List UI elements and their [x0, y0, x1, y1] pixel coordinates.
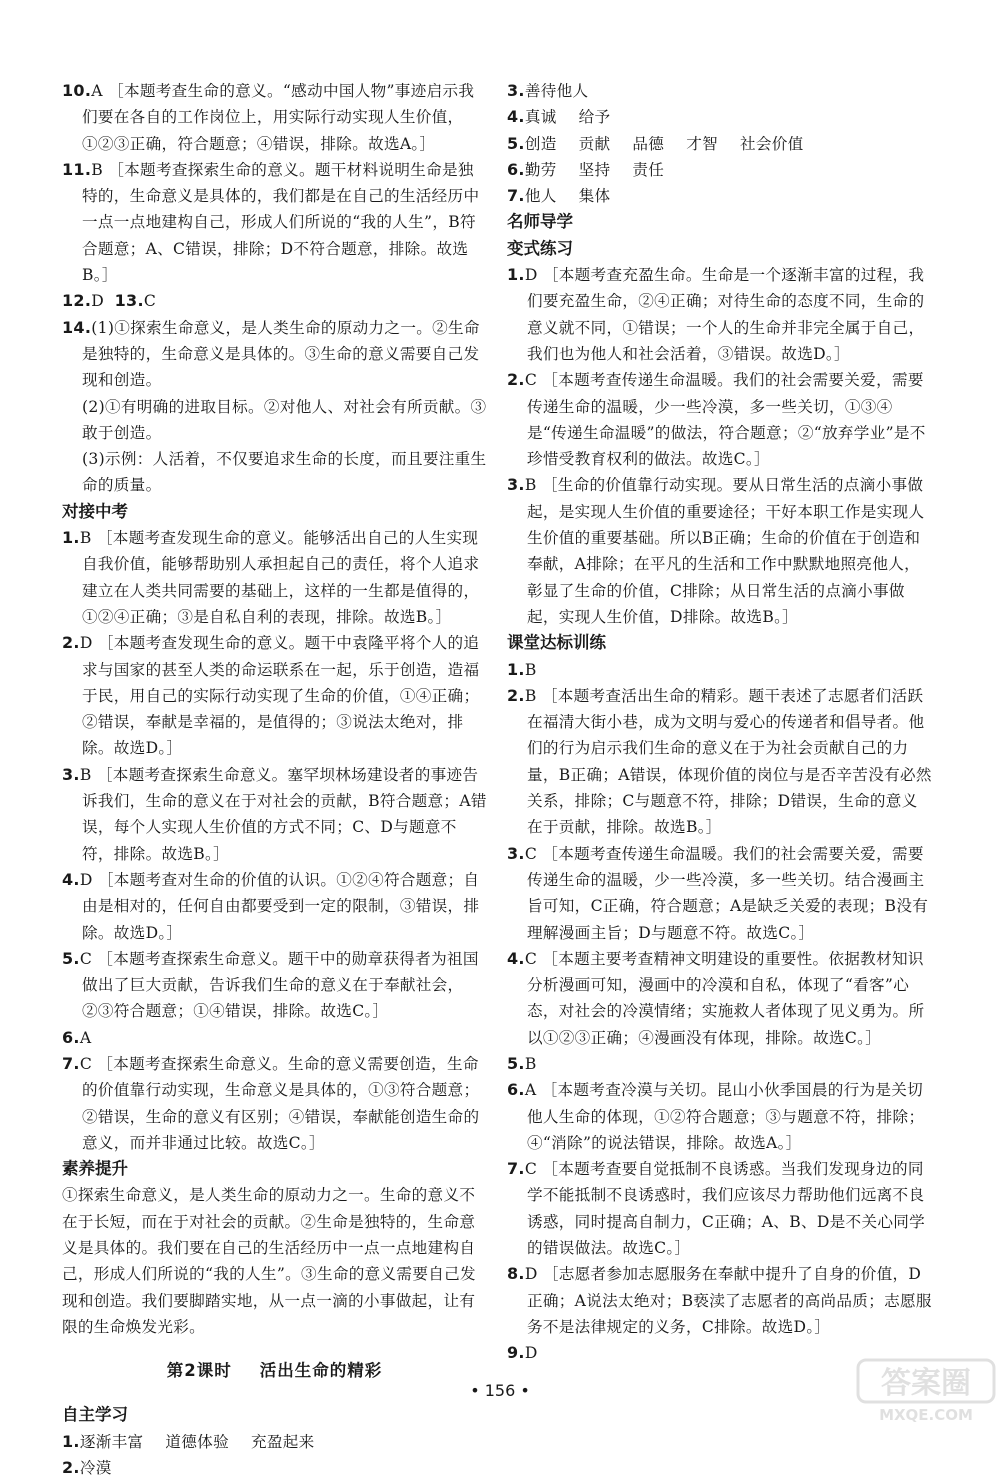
watermark-logo — [856, 1356, 996, 1424]
svg-text:MXQE.COM: MXQE.COM — [879, 1406, 973, 1424]
answer-item: 7.他人 集体 — [507, 186, 611, 206]
lesson-title: 第2课时 活出生命的精彩 — [166, 1361, 383, 1381]
answer-item: 1.逐渐丰富 道德体验 充盈起来 — [62, 1431, 315, 1451]
answer-item: 4.C ［本题主要考查精神文明建设的重要性。依据教材知识分析漫画可知，漫画中的冷漠和自私，体现了“看客”心态，对社会的冷漠情绪；实施救人者体现了见义勇为。所以①②③正确；④漫画没有体现，排除。故选C。］ — [507, 948, 925, 1047]
answer-item: 10.A ［本题考查生命的意义。“感动中国人物”事迹启示我们要在各自的工作岗位上，用实际行动实现人生价值，①②③正确，符合题意；④错误，排除。故选A。］ — [62, 81, 475, 153]
left-column — [62, 78, 487, 1481]
answer-item: 3.B ［生命的价值靠行动实现。要从日常生活的点滴小事做起，是实现人生价值的重要途径；干好本职工作是实现人生价值的重要基础。所以B正确；生命的价值在于创造和奉献，A排除；在平凡的生活和工作中默默地照亮他人，彰显了生命的价值，C排除；从日常生活的点滴小事做起，实现人生价值，D排除。故选B。］ — [507, 475, 925, 626]
answer-item: 12.D 13.C — [62, 291, 157, 311]
answer-item: 1.D ［本题考查充盈生命。生命是一个逐渐丰富的过程，我们要充盈生命，②④正确；对待生命的态度不同，生命的意义就不同，①错误；一个人的生命并非完全属于自己，我们也为他人和社会活着，③错误。故选D。］ — [507, 265, 925, 363]
answer-item: 3.善待他人 — [507, 81, 589, 100]
answer-item: 14.(1)①探索生命意义，是人类生命的原动力之一。②生命是独特的，生命意义是具体的。③生命的意义需要自己发现和创造。 — [62, 317, 480, 390]
answer-subitem: (2)①有明确的进取目标。②对他人、对社会有所贡献。③敢于创造。 — [82, 397, 487, 442]
answer-item: 1.B ［本题考查发现生命的意义。能够活出自己的人生实现自我价值，能够帮助别人承担起自己的责任，将个人追求建立在人类共同需要的基础上，这样的一生都是值得的，①②④正确；③是自私自利的表现，排除。故选B。］ — [62, 528, 480, 626]
section-heading: 素养提升 — [62, 1159, 128, 1179]
answer-item: 1.B — [507, 659, 537, 679]
answer-item: 4.真诚 给予 — [507, 107, 611, 127]
answer-item: 6.勤劳 坚持 责任 — [507, 159, 665, 179]
answer-item: 9.D — [507, 1343, 538, 1363]
answer-item: 11.B ［本题考查探索生命的意义。题干材料说明生命是独特的，生命意义是具体的，我们都是在自己的生活经历中一点一点地建构自己，形成人们所说的“我的人生”，B符合题意；A、C错误，排除；D不符合题意，排除。故选B。］ — [62, 159, 480, 285]
answer-subitem: (3)示例：人活着，不仅要追求生命的长度，而且要注重生命的质量。 — [82, 450, 487, 495]
section-heading: 课堂达标训练 — [507, 633, 606, 653]
answer-item: 2.D ［本题考查发现生命的意义。题干中袁隆平将个人的追求与国家的甚至人类的命运联系在一起，乐于创造，造福于民，用自己的实际行动实现了生命的价值，①④正确；②错误，奉献是幸福的，是值得的；③说法太绝对，排除。故选D。］ — [62, 633, 480, 758]
section-subheading: 变式练习 — [507, 238, 573, 258]
answer-item: 3.C ［本题考查传递生命温暖。我们的社会需要关爱，需要传递生命的温暖，少一些冷漠，多一些关切。结合漫画主旨可知，C正确，符合题意；A是缺乏关爱的表现；B没有理解漫画主旨；D与题意不符。故选C。］ — [507, 843, 929, 942]
section-heading: 名师导学 — [507, 212, 573, 232]
answer-item: 3.B ［本题考查探索生命意义。塞罕坝林场建设者的事迹告诉我们，生命的意义在于对社会的贡献，B符合题意；A错误，每个人实现人生价值的方式不同；C、D与题意不符，排除。故选B。］ — [62, 764, 487, 863]
answer-item: 2.B ［本题考查活出生命的精彩。题干表述了志愿者们活跃在福清大街小巷，成为文明与爱心的传递者和倡导者。他们的行为启示我们生命的意义在于为社会贡献自己的力量，B正确；A错误，体现价值的岗位与是否辛苦没有必然关系，排除；C与题意不符，排除；D错误，生命的意义在于贡献，排除。故选B。］ — [507, 685, 932, 837]
answer-item: 5.C ［本题考查探索生命意义。题干中的勋章获得者为祖国做出了巨大贡献，告诉我们生命的意义在于奉献社会，②③符合题意；①④错误，排除。故选C。］ — [62, 948, 479, 1021]
answer-item: 2.C ［本题考查传递生命温暖。我们的社会需要关爱，需要传递生命的温暖，少一些冷漠，多一些关切，①③④是“传递生命温暖”的做法，符合题意；②“放弃学业”是不珍惜受教育权利的做法。故选C。］ — [507, 370, 926, 469]
answer-item: 7.C ［本题考查要自觉抵制不良诱惑。当我们发现身边的同学不能抵制不良诱惑时，我们应该尽力帮助他们远离不良诱惑，同时提高自制力，C正确；A、B、D是不关心同学的错误做法。故选C。］ — [507, 1159, 926, 1258]
svg-text:答案圈: 答案圈 — [881, 1366, 971, 1401]
answer-item: 6.A — [62, 1027, 92, 1047]
section-heading: 自主学习 — [62, 1405, 128, 1425]
right-column — [507, 78, 932, 1367]
page-number: • 156 • — [470, 1381, 530, 1400]
answer-item: 5.创造 贡献 品德 才智 社会价值 — [507, 133, 804, 153]
section-heading: 对接中考 — [62, 501, 128, 521]
answer-item: 4.D ［本题考查对生命的价值的认识。①②④符合题意；自由是相对的，任何自由都要受到一定的限制，③错误，排除。故选D。］ — [62, 869, 480, 942]
answer-item: 6.A ［本题考查冷漠与关切。昆山小伙季国晨的行为是关切他人生命的体现，①②符合题意；③与题意不符，排除；④“消除”的说法错误，排除。故选A。］ — [507, 1080, 925, 1152]
answer-item: 7.C ［本题考查探索生命意义。生命的意义需要创造，生命的价值靠行动实现，生命意义是具体的，①③符合题意；②错误，生命的意义有区别；④错误，奉献能创造生命的意义，而并非通过比较。故选C。］ — [62, 1053, 480, 1152]
answer-item: 2.冷漠 — [62, 1457, 112, 1477]
answer-item: 8.D ［志愿者参加志愿服务在奉献中提升了自身的价值，D正确；A说法太绝对；B亵渎了志愿者的高尚品质；志愿服务不是法律规定的义务，C排除。故选D。］ — [507, 1264, 932, 1336]
answer-item: 5.B — [507, 1053, 537, 1073]
paragraph: ①探索生命意义，是人类生命的原动力之一。生命的意义不在于长短，而在于对社会的贡献。②生命是独特的，生命意义是具体的。我们要在自己的生活经历中一点一点地建构自己，形成人们所说的“我的人生”。③生命的意义需要自己发现和创造。我们要脚踏实地，从一点一滴的小事做起，让有限的生命焕发光彩。 — [62, 1186, 476, 1336]
